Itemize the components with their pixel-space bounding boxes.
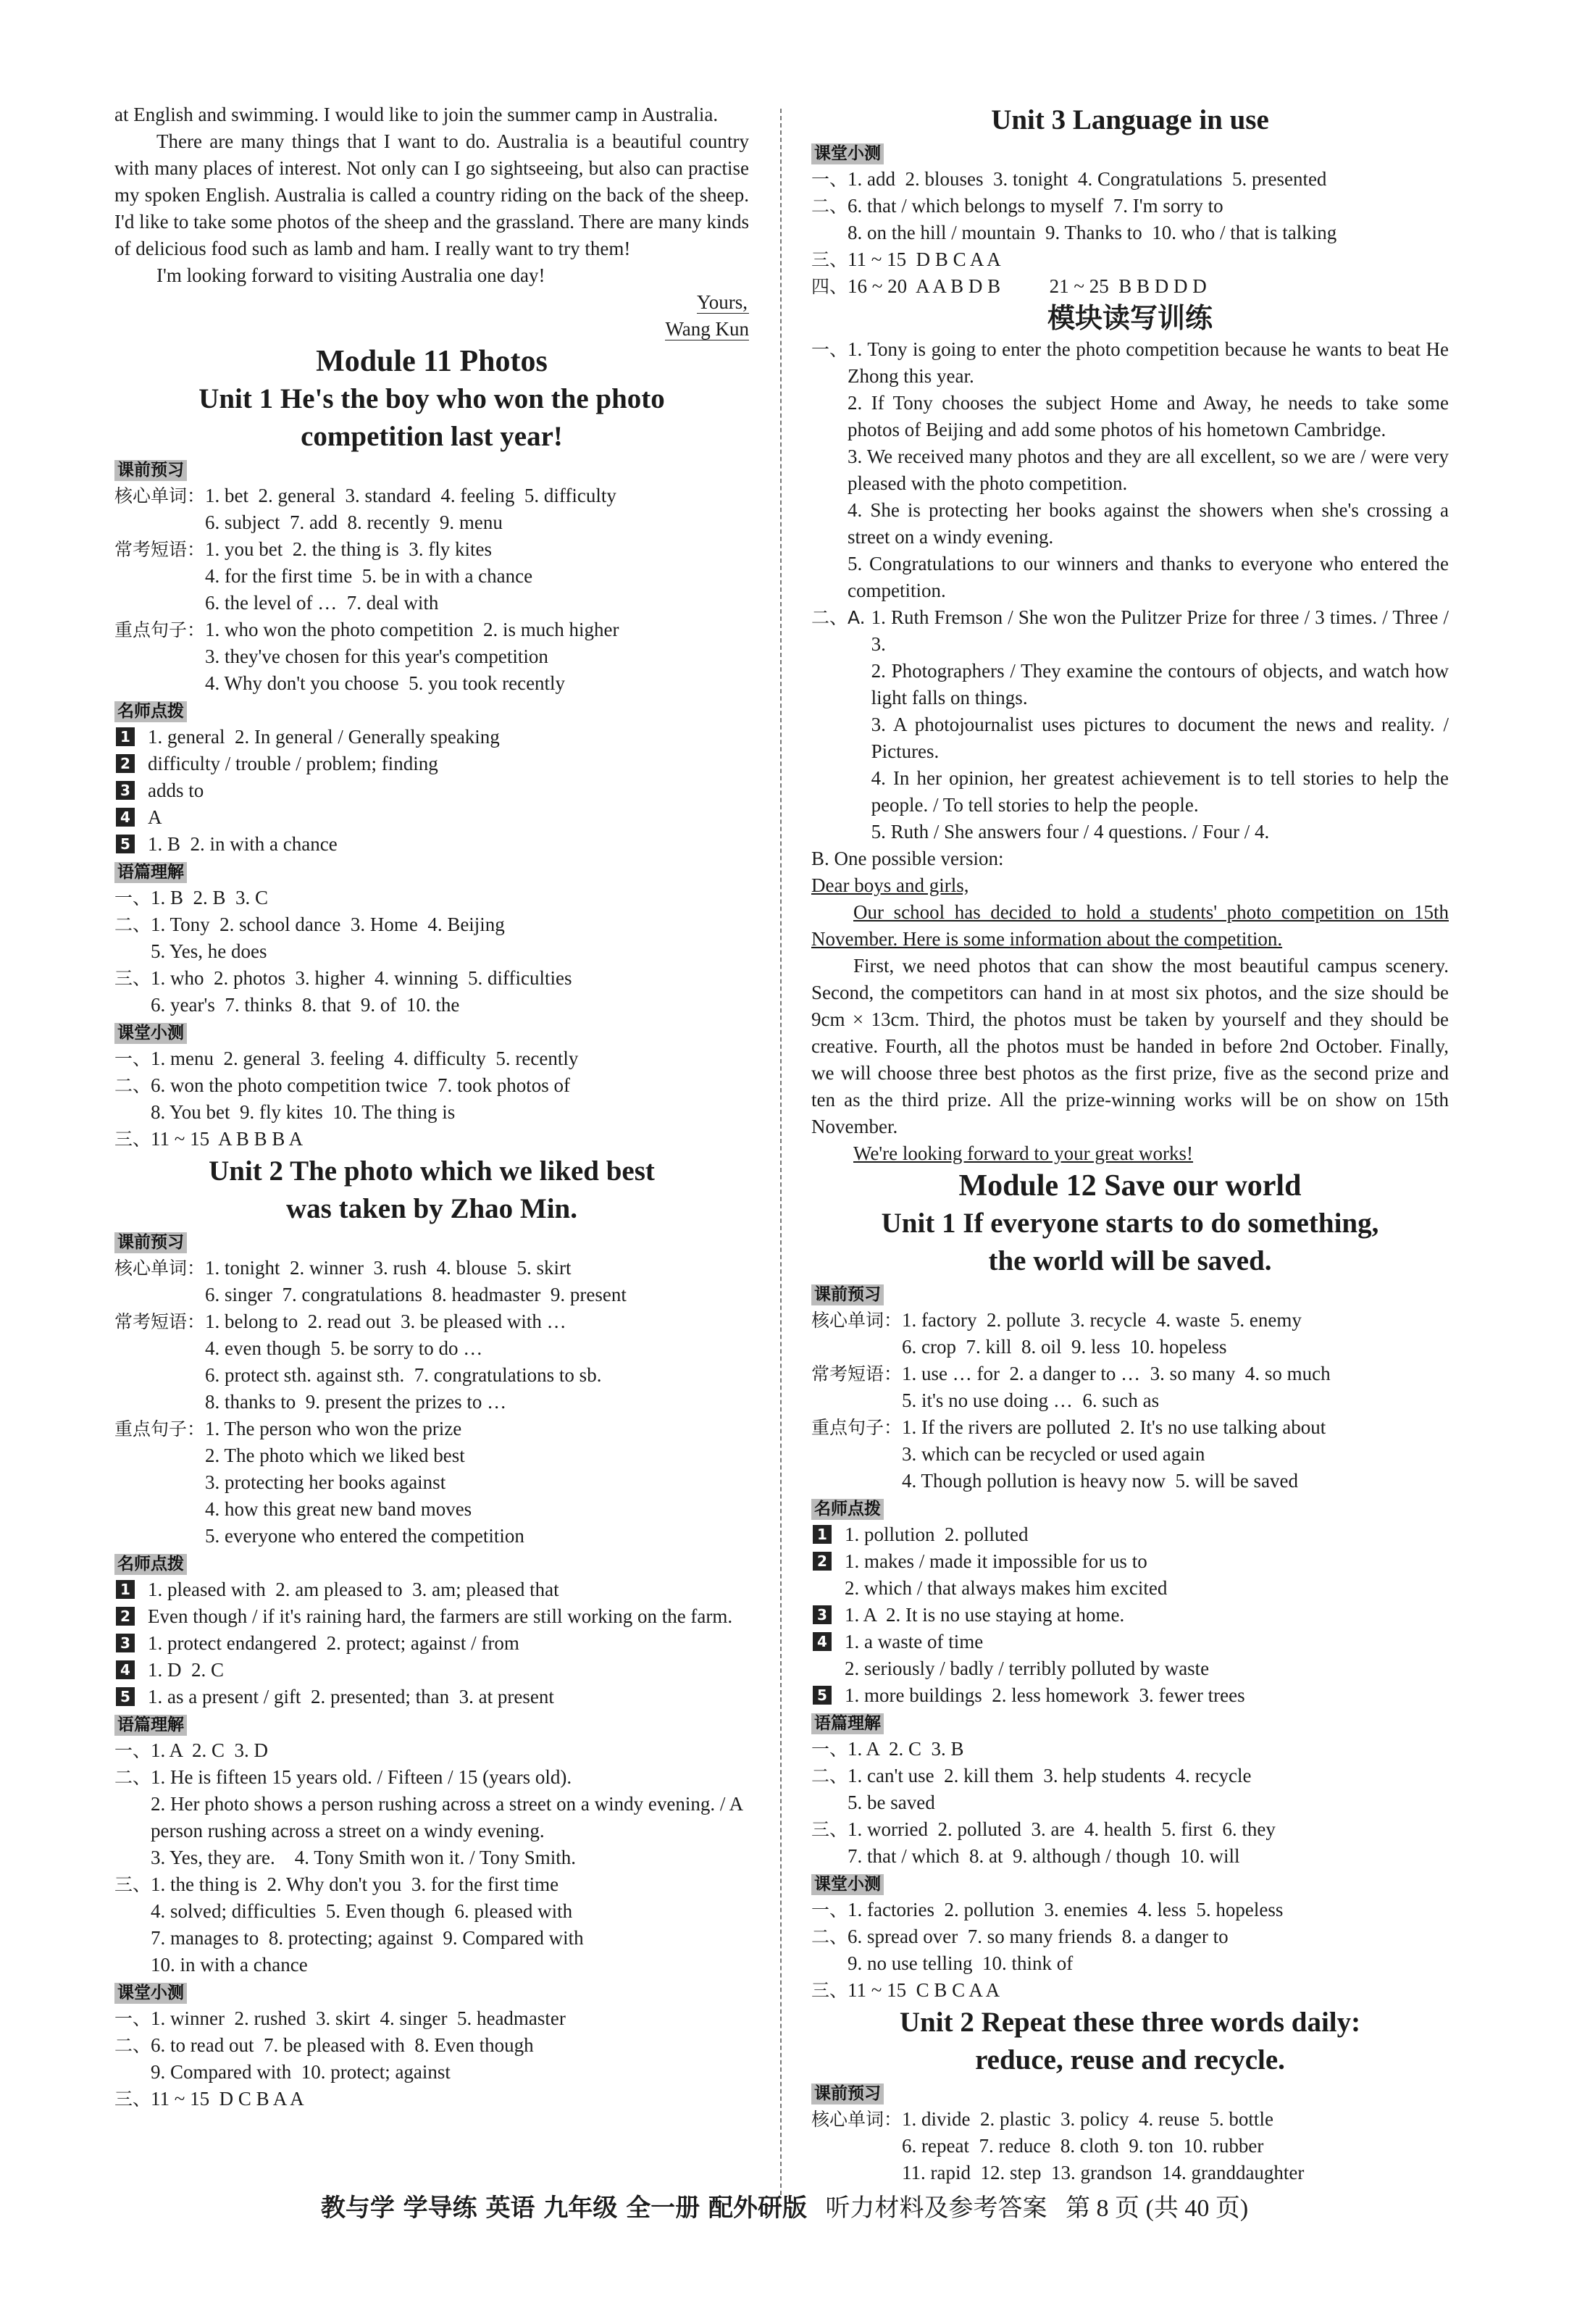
- m12-unit2-title: Unit 2 Repeat these three words daily:: [899, 2007, 1361, 2038]
- tip-row: [114, 1576, 749, 1603]
- answer-text: 1. menu 2. general 3. feeling 4. difficulty 5. recently: [151, 1048, 579, 1069]
- row-label: 重点句子：: [114, 1418, 206, 1439]
- answer-text: 11 ~ 15 D C B A A: [151, 2088, 304, 2110]
- row-label: 常考短语：: [114, 539, 206, 560]
- answer-list: [871, 604, 1454, 845]
- row-label: 重点句子：: [811, 1417, 903, 1438]
- row-label: 一、: [811, 339, 848, 360]
- section-tag: 课堂小测: [114, 1023, 187, 1044]
- row-label: 三、: [114, 1874, 151, 1895]
- answer-row: [811, 1816, 1449, 1870]
- row-label: 一、: [114, 1048, 151, 1069]
- letter-greeting: Dear boys and girls,: [811, 874, 969, 896]
- answer-text: 1. The person who won the prize 2. The photo which we liked best 3. protecting her books against 4. how this great new band moves 5. everyone who entered the competition: [205, 1418, 524, 1547]
- tip-row: [811, 1682, 1449, 1709]
- row-label: 三、: [114, 2089, 151, 2110]
- row-label: 核心单词：: [114, 1258, 206, 1279]
- m12-unit2-title-cont: reduce, reuse and recycle.: [975, 2044, 1285, 2076]
- letter-closing: We're looking forward to your great works!: [853, 1142, 1194, 1164]
- answer-text: 1. divide 2. plastic 3. policy 4. reuse 5. bottle 6. repeat 7. reduce 8. cloth 9. ton 10. rubber 11. rapid 12. step 13. grandson 14. granddaughter: [902, 2108, 1305, 2183]
- tip-number-badge: 4: [116, 808, 135, 827]
- version-label: B. One possible version:: [811, 848, 1004, 869]
- answer-text: 1. a waste of time 2. seriously / badly / terribly polluted by waste: [845, 1631, 1210, 1679]
- section-tag: 名师点拨: [811, 1499, 884, 1520]
- answer-text: 1. add 2. blouses 3. tonight 4. Congratulations 5. presented: [848, 168, 1327, 190]
- answer-row: [114, 616, 749, 697]
- answer-row: [811, 1414, 1449, 1495]
- answer-text: 1. Tony 2. school dance 3. Home 4. Beijing 5. Yes, he does: [151, 914, 505, 962]
- answer-row: [811, 166, 1449, 193]
- module-11-title: Module 11 Photos: [316, 345, 548, 378]
- answer-row: [114, 1255, 749, 1308]
- answer-row: [114, 1308, 749, 1416]
- answer-row: [114, 536, 749, 616]
- tip-number-badge: 3: [116, 781, 135, 800]
- tip-number-badge: 1: [116, 727, 135, 746]
- section-tag: 课堂小测: [811, 143, 884, 164]
- answer-text: 1. He is fifteen 15 years old. / Fifteen / 15 (years old). 2. Her photo shows a person rushing across a street on a windy evening. / A person rushing across a street on a windy evening. 3. Yes, they are. 4. Tony Smith won it. / Tony Smith.: [151, 1766, 742, 1868]
- tip-number-badge: 5: [813, 1686, 832, 1705]
- row-label: 三、: [811, 1819, 848, 1840]
- answer-text: 4. In her opinion, her greatest achievement is to tell stories to help the people. / To tell stories to help the people.: [871, 767, 1454, 816]
- tip-number-badge: 5: [116, 1687, 135, 1706]
- answer-text: 1. protect endangered 2. protect; against / from: [148, 1632, 519, 1654]
- answer-row: [811, 193, 1449, 246]
- row-label: 二、: [811, 1926, 848, 1947]
- answer-row: [114, 1871, 749, 1978]
- answer-row: [114, 965, 749, 1019]
- answer-row: [811, 336, 1454, 604]
- section-tag: 课堂小测: [811, 1874, 884, 1895]
- answer-row: [114, 1126, 749, 1153]
- answer-text: 3. We received many photos and they are all excellent, so we are / were very pleased with the photo competition.: [848, 446, 1454, 494]
- footer-book-title: 教与学 学导练 英语 九年级 全一册 配外研版: [320, 2194, 808, 2223]
- page-number: 第 8 页 (共 40 页): [1066, 2195, 1249, 2222]
- row-label: 一、: [811, 1739, 848, 1760]
- answer-row: [114, 1045, 749, 1072]
- section-tag: 课前预习: [114, 460, 187, 481]
- answer-row: [811, 1307, 1449, 1360]
- module-12-title: Module 12 Save our world: [958, 1169, 1302, 1203]
- answer-text: 11 ~ 15 A B B B A: [151, 1128, 304, 1150]
- tip-row: [811, 1602, 1449, 1629]
- answer-text: 1. Tony is going to enter the photo competition because he wants to beat He Zhong this year.: [848, 338, 1454, 387]
- tip-row: [811, 1629, 1449, 1682]
- right-column: [811, 101, 1454, 2186]
- answer-text: 1. you bet 2. the thing is 3. fly kites 4. for the first time 5. be in with a chance 6. the level of … 7. deal with: [205, 538, 533, 614]
- answer-text: 1. Ruth Fremson / She won the Pulitzer Prize for three / 3 times. / Three / 3.: [871, 606, 1454, 655]
- column-divider: [780, 109, 782, 2195]
- answer-text: 1. bet 2. general 3. standard 4. feeling 5. difficulty 6. subject 7. add 8. recently 9. menu: [205, 485, 616, 533]
- row-label: 常考短语：: [811, 1363, 903, 1384]
- letter-paragraph: There are many things that I want to do. Australia is a beautiful country with many places of interest. Not only can I go sightseeing, but also can practise my spoken English. Australia is called a country riding on the back of the sheep. I'd like to take some photos of the sheep and the grassland. There are many kinds of delicious food such as lamb and ham. I really want to try them!: [114, 130, 749, 259]
- row-label: 一、: [811, 169, 848, 190]
- row-label: 三、: [114, 1129, 151, 1150]
- answer-row: [811, 246, 1449, 273]
- answer-row: [811, 1736, 1449, 1763]
- row-label: 二、: [114, 1075, 151, 1096]
- row-label: 二、: [114, 914, 151, 935]
- answer-text: 1. belong to 2. read out 3. be pleased with … 4. even though 5. be sorry to do … 6. protect sth. against sth. 7. congratulations to sb. 8. thanks to 9. present the prizes to …: [205, 1311, 602, 1413]
- page-footer: [0, 2192, 1569, 2225]
- row-label: 三、: [811, 1980, 848, 2001]
- row-label: 四、: [811, 276, 848, 297]
- answer-text: 1. can't use 2. kill them 3. help students 4. recycle 5. be saved: [848, 1765, 1252, 1813]
- row-label: 一、: [811, 1899, 848, 1920]
- tip-number-badge: 4: [116, 1660, 135, 1679]
- tip-row: [114, 1657, 749, 1684]
- answer-text: 1. more buildings 2. less homework 3. fewer trees: [845, 1684, 1245, 1706]
- answer-text: 2. Photographers / They examine the contours of objects, and watch how light falls on things.: [871, 660, 1454, 709]
- tip-number-badge: 2: [813, 1552, 832, 1571]
- answer-text: 1. B 2. in with a chance: [148, 833, 338, 855]
- answer-text: 6. won the photo competition twice 7. took photos of 8. You bet 9. fly kites 10. The thing is: [151, 1074, 570, 1123]
- answer-text: 5. Ruth / She answers four / 4 questions. / Four / 4.: [871, 821, 1270, 843]
- row-label: 二、: [811, 1765, 848, 1786]
- row-label: 二、: [811, 196, 848, 217]
- answer-row: [811, 2106, 1449, 2186]
- tip-number-badge: 3: [813, 1605, 832, 1624]
- answer-text: 11 ~ 15 C B C A A: [848, 1979, 1000, 2001]
- tip-row: [114, 751, 749, 777]
- answer-text: 1. winner 2. rushed 3. skirt 4. singer 5. headmaster: [151, 2007, 566, 2029]
- answer-text: 5. Congratulations to our winners and thanks to everyone who entered the competition.: [848, 553, 1454, 601]
- section-tag: 名师点拨: [114, 701, 187, 722]
- answer-text: 1. worried 2. polluted 3. are 4. health 5. first 6. they 7. that / which 8. at 9. although / though 10. will: [848, 1818, 1276, 1867]
- tip-row: [811, 1548, 1449, 1602]
- section-tag: 课前预习: [811, 2083, 884, 2104]
- answer-text: 1. use … for 2. a danger to … 3. so many 4. so much 5. it's no use doing … 6. such as: [902, 1363, 1331, 1411]
- answer-text: difficulty / trouble / problem; finding: [148, 753, 438, 774]
- section-tag: 名师点拨: [114, 1554, 187, 1575]
- answer-row: [114, 885, 749, 911]
- tip-row: [114, 1684, 749, 1710]
- answer-text: 4. She is protecting her books against the showers when she's crossing a street on a windy evening.: [848, 499, 1454, 548]
- answer-text: 1. makes / made it impossible for us to 2. which / that always makes him excited: [845, 1550, 1168, 1599]
- answer-text: 1. A 2. C 3. B: [848, 1738, 964, 1760]
- answer-row: [811, 1763, 1449, 1816]
- row-label: 一、: [114, 887, 151, 908]
- section-tag: 课堂小测: [114, 1983, 187, 2004]
- row-label: 二、A.: [811, 607, 871, 628]
- answer-text: 1. who won the photo competition 2. is much higher 3. they've chosen for this year's competition 4. Why don't you choose 5. you took recently: [205, 619, 619, 694]
- answer-text: 1. factory 2. pollute 3. recycle 4. waste 5. enemy 6. crop 7. kill 8. oil 9. less 10. hopeless: [902, 1309, 1302, 1358]
- tip-row: [114, 777, 749, 804]
- answer-row: [114, 1072, 749, 1126]
- tip-row: [811, 1521, 1449, 1548]
- answer-text: 1. as a present / gift 2. presented; than 3. at present: [148, 1686, 554, 1708]
- answer-row: [811, 604, 1454, 845]
- answer-text: 1. B 2. B 3. C: [151, 887, 269, 908]
- tip-row: [114, 724, 749, 751]
- answer-text: 6. to read out 7. be pleased with 8. Even though 9. Compared with 10. protect; against: [151, 2034, 534, 2083]
- m11-unit2-title-cont: was taken by Zhao Min.: [286, 1193, 577, 1224]
- tip-row: [114, 1630, 749, 1657]
- footer-section: 听力材料及参考答案: [825, 2195, 1047, 2222]
- reading-writing-title: 模块读写训练: [1047, 302, 1213, 334]
- answer-text: Even though / if it's raining hard, the farmers are still working on the farm.: [148, 1605, 733, 1627]
- row-label: 一、: [114, 2008, 151, 2029]
- answer-row: [811, 1360, 1449, 1414]
- answer-text: 16 ~ 20 A A B D B 21 ~ 25 B B D D D: [848, 275, 1207, 297]
- answer-list: [848, 336, 1454, 604]
- m11-unit1-title-cont: competition last year!: [301, 421, 563, 452]
- answer-text: 6. that / which belongs to myself 7. I'm sorry to 8. on the hill / mountain 9. Thanks to 10. who / that is talking: [848, 195, 1337, 243]
- answer-row: [114, 911, 749, 965]
- row-label: 二、: [114, 2035, 151, 2056]
- tip-number-badge: 1: [813, 1525, 832, 1544]
- answer-text: 3. A photojournalist uses pictures to document the news and reality. / Pictures.: [871, 714, 1454, 762]
- answer-text: 1. D 2. C: [148, 1659, 225, 1681]
- tip-number-badge: 2: [116, 1607, 135, 1626]
- m11-unit1-title: Unit 1 He's the boy who won the photo: [198, 383, 665, 414]
- letter-paragraph: at English and swimming. I would like to join the summer camp in Australia.: [114, 104, 719, 125]
- section-tag: 语篇理解: [114, 1715, 187, 1736]
- row-label: 核心单词：: [811, 2109, 903, 2130]
- tip-row: [114, 804, 749, 831]
- answer-text: 1. A 2. C 3. D: [151, 1739, 269, 1761]
- answer-row: [114, 1764, 749, 1871]
- row-label: 二、: [114, 1767, 151, 1788]
- answer-text: 1. who 2. photos 3. higher 4. winning 5. difficulties 6. year's 7. thinks 8. that 9. of 10. the: [151, 967, 572, 1016]
- tip-row: [114, 1603, 749, 1630]
- tip-number-badge: 4: [813, 1632, 832, 1651]
- m11-unit2-title: Unit 2 The photo which we liked best: [209, 1155, 655, 1187]
- row-label: 核心单词：: [114, 485, 206, 506]
- answer-row: [114, 2005, 749, 2032]
- answer-text: 6. spread over 7. so many friends 8. a danger to 9. no use telling 10. think of: [848, 1926, 1229, 1974]
- answer-text: A: [148, 806, 162, 828]
- answer-row: [114, 482, 749, 536]
- section-tag: 语篇理解: [811, 1713, 884, 1734]
- tip-number-badge: 5: [116, 835, 135, 853]
- answer-row: [114, 2032, 749, 2086]
- answer-row: [114, 1416, 749, 1550]
- letter-paragraph: I'm looking forward to visiting Australia one day!: [156, 264, 545, 286]
- answer-row: [811, 1923, 1449, 1977]
- signature-name: Wang Kun: [665, 318, 749, 340]
- m11-unit3-title: Unit 3 Language in use: [991, 104, 1269, 135]
- row-label: 三、: [114, 968, 151, 989]
- tip-number-badge: 1: [116, 1580, 135, 1599]
- answer-row: [114, 1737, 749, 1764]
- answer-row: [811, 1977, 1449, 2004]
- row-label: 重点句子：: [114, 619, 206, 640]
- answer-text: adds to: [148, 779, 204, 801]
- answer-row: [811, 273, 1449, 300]
- row-label: 常考短语：: [114, 1311, 206, 1332]
- signature-closing: Yours,: [696, 291, 748, 313]
- row-label: 核心单词：: [811, 1310, 903, 1331]
- left-column: [114, 101, 749, 2112]
- row-label: 一、: [114, 1740, 151, 1761]
- m12-unit1-title: Unit 1 If everyone starts to do something,: [881, 1208, 1379, 1239]
- section-tag: 课前预习: [114, 1232, 187, 1253]
- section-tag: 课前预习: [811, 1284, 884, 1305]
- letter-paragraph: Our school has decided to hold a students' photo competition on 15th November. Here is some information about the competition.: [811, 901, 1449, 950]
- row-label: 三、: [811, 249, 848, 270]
- tip-number-badge: 3: [116, 1634, 135, 1652]
- answer-text: 1. general 2. In general / Generally speaking: [148, 726, 500, 748]
- letter-signature: [114, 289, 749, 343]
- answer-row: [114, 2086, 749, 2112]
- answer-row: [811, 1897, 1449, 1923]
- answer-text: 1. pollution 2. polluted: [845, 1523, 1029, 1545]
- tip-number-badge: 2: [116, 754, 135, 773]
- answer-text: 11 ~ 15 D B C A A: [848, 248, 1001, 270]
- tip-row: [114, 831, 749, 858]
- letter-paragraph: First, we need photos that can show the most beautiful campus scenery. Second, the competitors can hand in at most six photos, and the size should be 9cm × 13cm. Third, the photos must be taken by yourself and they should be creative. Fourth, all the photos must be handed in before 2nd October. Finally, we will choose three best photos as the first prize, five as the second prize and ten as the third prize. All the prize-winning works will be on show on 15th November.: [811, 955, 1449, 1137]
- answer-text: 1. tonight 2. winner 3. rush 4. blouse 5. skirt 6. singer 7. congratulations 8. headmaster 9. present: [205, 1257, 627, 1305]
- answer-text: 1. factories 2. pollution 3. enemies 4. less 5. hopeless: [848, 1899, 1284, 1920]
- answer-text: 1. the thing is 2. Why don't you 3. for the first time 4. solved; difficulties 5. Even though 6. pleased with 7. manages to 8. protecting; against 9. Compared with 10. in with a chance: [151, 1873, 584, 1976]
- answer-text: 1. If the rivers are polluted 2. It's no use talking about 3. which can be recycled or used again 4. Though pollution is heavy now 5. will be saved: [902, 1416, 1326, 1492]
- m12-unit1-title-cont: the world will be saved.: [988, 1245, 1272, 1276]
- answer-text: 1. A 2. It is no use staying at home.: [845, 1604, 1125, 1626]
- answer-text: 1. pleased with 2. am pleased to 3. am; pleased that: [148, 1579, 559, 1600]
- section-tag: 语篇理解: [114, 862, 187, 883]
- answer-text: 2. If Tony chooses the subject Home and Away, he needs to take some photos of Beijing and add some photos of his hometown Cambridge.: [848, 392, 1454, 440]
